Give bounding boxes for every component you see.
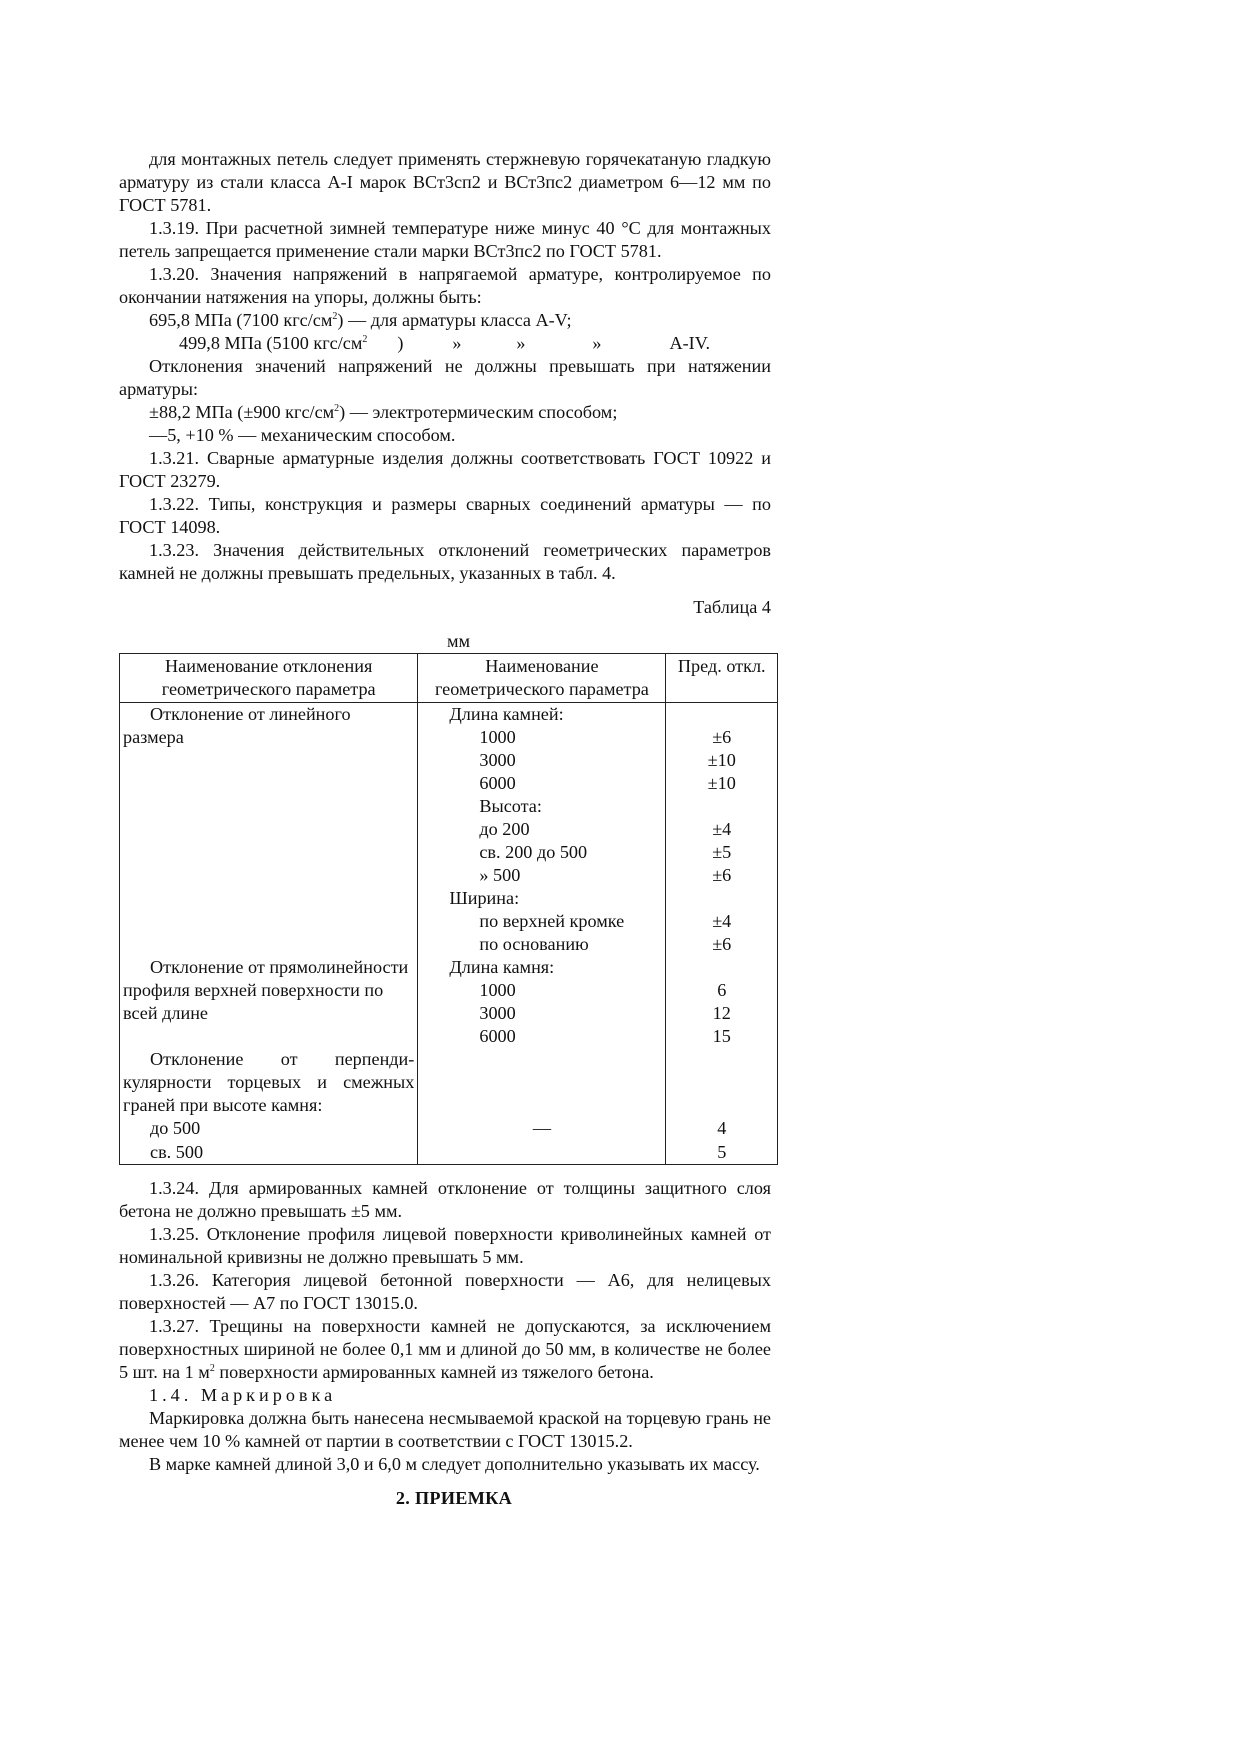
deviation-name: Отклонение от перпендикулярности торцевых и смежных граней при высоте камня:: [123, 1049, 415, 1115]
parameter-label: Длина камней:: [449, 704, 564, 724]
stress-line-2-class: А-IV.: [669, 333, 711, 353]
parameter-label: » 500: [479, 865, 521, 885]
text-run: поверхности армированных камней из тяжелого бетона.: [214, 1362, 654, 1382]
tolerance-cell: [666, 956, 778, 1048]
superscript: 2: [332, 310, 338, 322]
height-range: до 500: [150, 1118, 201, 1138]
paragraph: 1.3.24. Для армированных камней отклонение от толщины защитного слоя бетона не должно превышать ±5 мм.: [119, 1178, 771, 1221]
document-page: [119, 148, 771, 1510]
tolerance-cell: [666, 1140, 778, 1165]
parameter-cell: [418, 956, 666, 1048]
parameter-cell: [418, 703, 666, 957]
parameter-label: 6000: [479, 1026, 516, 1046]
paragraph: Маркировка должна быть нанесена несмываемой краской на торцевую грань не менее чем 10 % камней от партии в соответствии с ГОСТ 13015.2.: [119, 1408, 771, 1451]
stress-line-2-prefix: 499,8 МПа (5100 кгс/см: [179, 333, 363, 353]
parameter-label: до 200: [479, 819, 530, 839]
tolerance-value: [669, 795, 774, 818]
tolerance-value: ±6: [712, 727, 732, 747]
deviation-line-1: [119, 401, 771, 424]
table-header-row: [120, 654, 778, 703]
parameter-label: св. 200 до 500: [479, 842, 588, 862]
deviation-name-cell: [120, 1140, 418, 1165]
table-row: [120, 1140, 778, 1165]
superscript: 2: [334, 402, 340, 414]
superscript: 2: [209, 1362, 215, 1374]
tolerance-value: 4: [717, 1118, 727, 1138]
section-heading: 2. ПРИЕМКА: [395, 1488, 513, 1508]
parameter-label: 3000: [479, 750, 516, 770]
tolerance-value: ±6: [712, 934, 732, 954]
paragraph: В марке камней длиной 3,0 и 6,0 м следует дополнительно указывать их массу.: [149, 1454, 760, 1474]
column-header: Пред. откл.: [666, 654, 778, 703]
paragraph: для монтажных петель следует применять стержневую горячекатаную гладкую арматуру из стали класса А-I марок ВСт3сп2 и ВСт3пс2 диаметром 6—12 мм по ГОСТ 5781.: [119, 149, 771, 215]
tolerance-value: ±10: [707, 750, 736, 770]
tolerance-value: [669, 956, 774, 979]
text-run: 1.3.27. Трещины на поверхности камней не допускаются, за исключением поверхностных шириной не более 0,1 мм и длиной до 50 мм, в количестве не более 5 шт. на 1 м: [119, 1316, 771, 1382]
deviation-name-cell: [120, 1048, 418, 1140]
stress-line-1-prefix: 695,8 МПа (7100 кгс/см: [149, 310, 333, 330]
parameter-cell: [418, 1048, 666, 1140]
ditto-mark: »: [592, 333, 602, 353]
tolerance-value: 6: [717, 980, 727, 1000]
paragraph: Отклонения значений напряжений не должны превышать при натяжении арматуры:: [119, 356, 771, 399]
tolerance-value: 5: [717, 1142, 727, 1162]
table-caption: Таблица 4: [693, 597, 771, 617]
tolerance-cell: [666, 1048, 778, 1140]
table-row: [120, 1048, 778, 1140]
deviation-line-1-prefix: ±88,2 МПа (±900 кгс/см: [149, 402, 335, 422]
height-range: св. 500: [150, 1142, 204, 1162]
deviation-line-1-suffix: ) — электротермическим способом;: [339, 402, 618, 422]
parameter-label: 6000: [479, 773, 516, 793]
paragraph: 1.3.26. Категория лицевой бетонной поверхности — А6, для нелицевых поверхностей — А7 по ГОСТ 13015.0.: [119, 1270, 771, 1313]
ditto-mark: »: [516, 333, 526, 353]
parameter-label: по основанию: [479, 934, 589, 954]
parameter-label: Ширина:: [449, 888, 520, 908]
paragraph: 1.3.21. Сварные арматурные изделия должны соответствовать ГОСТ 10922 и ГОСТ 23279.: [119, 448, 771, 491]
stress-line-1: [119, 309, 771, 332]
deviation-name: Отклонение от прямолинейности профиля верхней поверхности по всей длине: [123, 957, 409, 1023]
parameter-label: по верхней кромке: [479, 911, 625, 931]
table-row: [120, 703, 778, 957]
table-row: [120, 956, 778, 1048]
tolerance-value: [669, 887, 774, 910]
paragraph: 1.3.20. Значения напряжений в напрягаемой арматуре, контролируемое по окончании натяжения на упоры, должны быть:: [119, 264, 771, 307]
deviation-name-cell: [120, 956, 418, 1048]
tolerance-cell: [666, 703, 778, 957]
paragraph: 1.3.25. Отклонение профиля лицевой поверхности криволинейных камней от номинальной кривизны не должно превышать 5 мм.: [119, 1224, 771, 1267]
tolerance-value: ±6: [712, 865, 732, 885]
stress-line-2: [119, 332, 771, 355]
column-header: Наименование геометрического параметра: [418, 654, 666, 703]
parameter-cell: [418, 1140, 666, 1165]
paragraph: 1.3.22. Типы, конструкция и размеры сварных соединений арматуры — по ГОСТ 14098.: [119, 494, 771, 537]
parameter-label: 1000: [479, 727, 516, 747]
ditto-mark: »: [452, 333, 462, 353]
subsection-title: 1.4. Маркировка: [149, 1385, 337, 1405]
tolerance-value: ±10: [707, 773, 736, 793]
parameter-label: Высота:: [479, 796, 542, 816]
stress-line-1-suffix: ) — для арматуры класса А-V;: [337, 310, 572, 330]
parameter-label: 3000: [479, 1003, 516, 1023]
paragraph: 1.3.23. Значения действительных отклонений геометрических параметров камней не должны превышать предельных, указанных в табл. 4.: [119, 540, 771, 583]
parameter-label: 1000: [479, 980, 516, 1000]
dash: —: [532, 1118, 552, 1138]
table-units: мм: [447, 631, 471, 651]
tolerance-value: ±4: [712, 911, 732, 931]
tolerance-value: ±4: [712, 819, 732, 839]
paragraph: 1.3.19. При расчетной зимней температуре ниже минус 40 °С для монтажных петель запрещается применение стали марки ВСт3пс2 по ГОСТ 5781.: [119, 218, 771, 261]
parameter-label: Длина камня:: [449, 957, 555, 977]
deviation-line-2: —5, +10 % — механическим способом.: [149, 425, 456, 445]
deviation-name: Отклонение от линейного размера: [123, 704, 351, 747]
tolerance-value: ±5: [712, 842, 732, 862]
tolerance-value: 15: [712, 1026, 731, 1046]
superscript: 2: [362, 333, 368, 345]
deviation-name-cell: [120, 703, 418, 957]
tolerance-table: [119, 653, 778, 1165]
tolerance-value: [669, 703, 774, 726]
column-header: Наименование отклонения геометрического параметра: [120, 654, 418, 703]
tolerance-value: 12: [712, 1003, 731, 1023]
stress-line-2-suffix: ): [397, 333, 404, 353]
paragraph: [119, 1315, 771, 1384]
